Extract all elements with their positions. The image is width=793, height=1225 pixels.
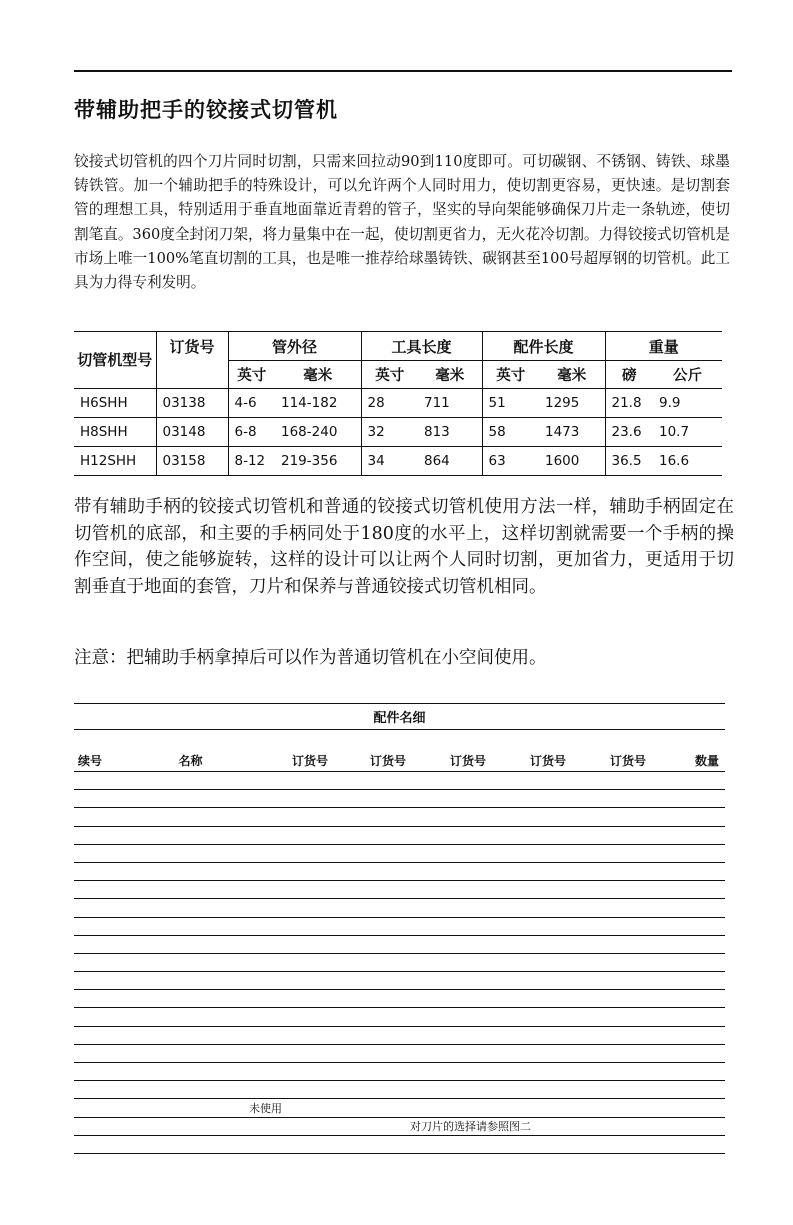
cell-od-inch: 4-6 [234, 395, 257, 411]
parts-caption-row [74, 704, 725, 730]
cell-model: H8SHH [74, 418, 156, 447]
cell-weight-kg: 16.6 [659, 453, 690, 469]
table-row [74, 790, 725, 808]
table-row [74, 899, 725, 917]
table-row [74, 935, 725, 953]
parts-header-order: 订货号 [570, 730, 650, 772]
parts-header-order: 订货号 [247, 730, 330, 772]
table-row [74, 953, 725, 971]
spec-table [74, 331, 722, 476]
cell-part-mm: 1473 [539, 418, 605, 447]
header-model: 切管机型号 [74, 332, 156, 389]
cell-order-no: 03158 [156, 447, 228, 476]
cell-weight-kg: 9.9 [659, 395, 681, 411]
cell-part-inch: 58 [488, 424, 506, 440]
parts-header-item: 续号 [74, 730, 134, 772]
cell-order-no: 03148 [156, 418, 228, 447]
cell-tool-mm: 813 [418, 418, 482, 447]
table-row [74, 1081, 725, 1099]
table-row [74, 1008, 725, 1026]
sub-mm: 毫米 [275, 361, 361, 389]
cell-weight-lb: 23.6 [611, 424, 642, 440]
intro-paragraph: 铰接式切管机的四个刀片同时切割，只需来回拉动90到110度即可。可切碳钢、不锈钢、铸铁、球墨铸铁管。加一个辅助把手的特殊设计，可以允许两个人同时用力，使切割更容易，更快速。是切割套管的理想工具，特别适用于垂直地面靠近青碧的管子，坚实的导向架能够确保刀片走一条轨迹，使切割笔直。360度全封闭刀架，将力量集中在一起，使切割更省力，无火花冷切割。力得铰接式切管机是市场上唯一100%笔直切割的工具，也是唯一推荐给球墨铸铁、碳钢甚至100号超厚钢的切管机。此工具为力得专利发明。 [74, 153, 730, 292]
cell-tool-mm: 711 [418, 389, 482, 418]
header-od: 管外径 [228, 332, 361, 361]
sub-inch: 英寸 [496, 368, 526, 384]
top-rule [74, 70, 732, 72]
parts-header-row [74, 730, 725, 772]
table-row [74, 808, 725, 826]
sub-inch: 英寸 [237, 368, 267, 384]
parts-caption: 配件名细 [74, 704, 725, 730]
table-row [74, 881, 725, 899]
cell-tool-inch: 32 [367, 424, 385, 440]
table-row [74, 990, 725, 1008]
header-tool-length: 工具长度 [361, 332, 482, 361]
cell-tool-inch: 34 [367, 453, 385, 469]
usage-paragraph: 带有辅助手柄的铰接式切管机和普通的铰接式切管机使用方法一样，辅助手柄固定在切管机的底部，和主要的手柄同处于180度的水平上，这样切割就需要一个手柄的操作空间，使之能够旋转，这样的设计可以让两个人同时切割，更加省力，更适用于切割垂直于地面的套管，刀片和保养与普通铰接式切管机相同。 [74, 497, 734, 597]
parts-header-order: 订货号 [490, 730, 570, 772]
spec-row [74, 389, 722, 418]
table-row [74, 1044, 725, 1062]
cell-weight-lb: 21.8 [611, 395, 642, 411]
parts-table [74, 703, 725, 1154]
table-row [74, 826, 725, 844]
cell-tool-inch: 28 [367, 395, 385, 411]
table-row [74, 844, 725, 862]
parts-header-order: 订货号 [330, 730, 410, 772]
table-row [74, 1135, 725, 1153]
note-text: 注意：把辅助手柄拿掉后可以作为普通切管机在小空间使用。 [74, 648, 547, 668]
blade-note: 对刀片的选择请参照图二 [410, 1117, 725, 1135]
page-title: 带辅助把手的铰接式切管机 [74, 98, 338, 122]
cell-weight-lb: 36.5 [611, 453, 642, 469]
table-row [74, 917, 725, 935]
cell-model: H12SHH [74, 447, 156, 476]
sub-inch: 英寸 [375, 368, 405, 384]
sub-kg: 公斤 [673, 368, 702, 384]
parts-header-qty: 数量 [650, 730, 725, 772]
spec-row [74, 447, 722, 476]
spec-header-row [74, 332, 722, 361]
sub-lb: 磅 [622, 368, 637, 384]
cell-tool-mm: 864 [418, 447, 482, 476]
cell-od-mm: 114-182 [275, 389, 361, 418]
cell-part-inch: 51 [488, 395, 506, 411]
cell-od-mm: 219-356 [275, 447, 361, 476]
table-row [74, 1026, 725, 1044]
sub-mm: 毫米 [418, 361, 482, 389]
table-row [74, 772, 725, 790]
cell-part-mm: 1295 [539, 389, 605, 418]
cell-part-inch: 63 [488, 453, 506, 469]
header-part-length: 配件长度 [482, 332, 605, 361]
cell-weight-kg: 10.7 [659, 424, 690, 440]
cell-model: H6SHH [74, 389, 156, 418]
table-row [74, 862, 725, 880]
sub-mm: 毫米 [539, 361, 605, 389]
unused-label: 未使用 [247, 1099, 725, 1117]
header-weight: 重量 [605, 332, 722, 361]
table-row [74, 972, 725, 990]
header-order-no: 订货号 [156, 332, 228, 389]
table-row [74, 1063, 725, 1081]
spec-row [74, 418, 722, 447]
parts-header-order: 订货号 [410, 730, 490, 772]
cell-part-mm: 1600 [539, 447, 605, 476]
cell-od-mm: 168-240 [275, 418, 361, 447]
cell-order-no: 03138 [156, 389, 228, 418]
parts-header-name: 名称 [134, 730, 247, 772]
table-row-blade-note [74, 1117, 725, 1135]
cell-od-inch: 8-12 [234, 453, 266, 469]
cell-od-inch: 6-8 [234, 424, 257, 440]
table-row-unused [74, 1099, 725, 1117]
